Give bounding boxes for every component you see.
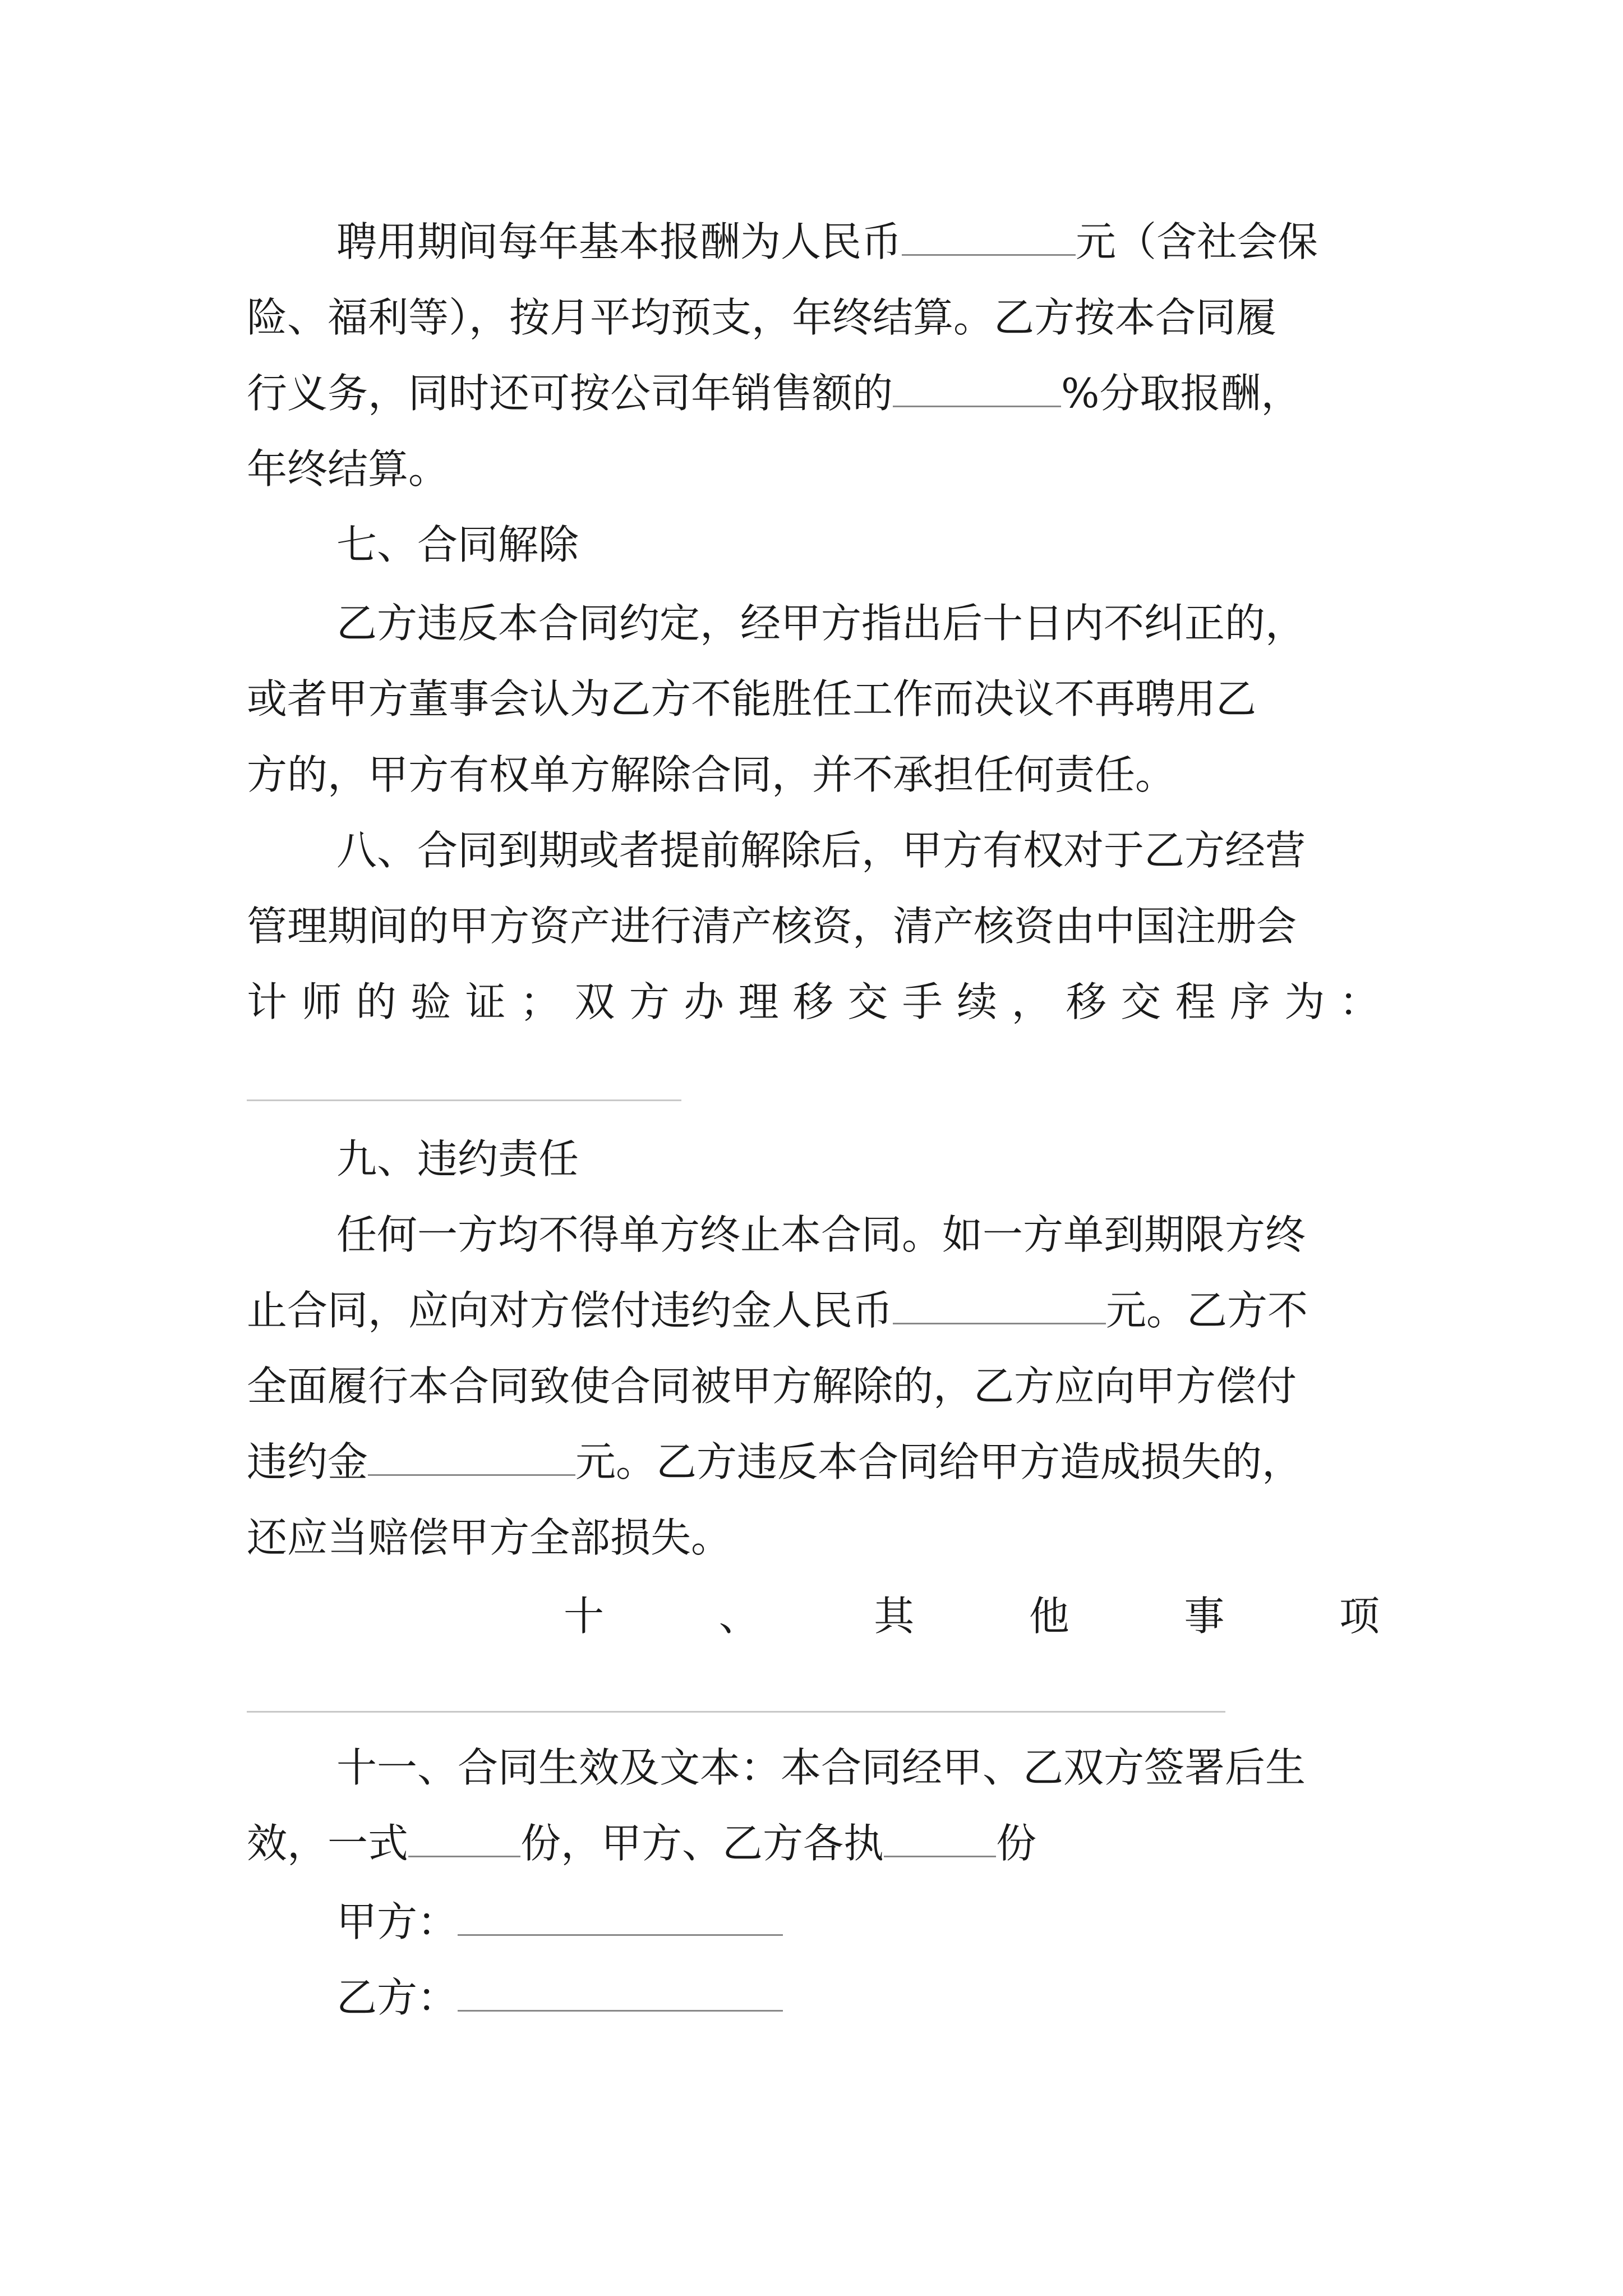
blank-field-copy-count[interactable] xyxy=(408,1823,520,1857)
char: 交 xyxy=(847,978,888,1025)
char: 移 xyxy=(1066,978,1106,1025)
char: ： xyxy=(1339,978,1380,1025)
blank-field-transfer-procedure[interactable] xyxy=(247,1099,681,1101)
party-b-label: 乙方： xyxy=(336,1974,458,2021)
char: 交 xyxy=(1121,978,1161,1025)
paragraph-line xyxy=(336,218,1318,265)
char: 程 xyxy=(1175,978,1216,1025)
char: 方 xyxy=(629,978,670,1025)
paragraph-line: 年终结算。 xyxy=(247,445,449,493)
text: 元。乙方违反本合同给甲方造成损失的， xyxy=(575,1438,1303,1485)
party-a-signature-field[interactable] xyxy=(458,1902,783,1936)
char: 他 xyxy=(1029,1593,1069,1640)
char: 计 xyxy=(247,978,288,1025)
paragraph-line: 险、福利等），按月平均预支，年终结算。乙方按本合同履 xyxy=(247,294,1277,341)
char: ， xyxy=(1011,978,1052,1025)
section-heading: 九、违约责任 xyxy=(336,1135,579,1182)
paragraph-line xyxy=(247,1287,1308,1334)
section-heading: 七、合同解除 xyxy=(336,521,579,568)
char: 移 xyxy=(792,978,833,1025)
text: 份，甲方、乙方各执 xyxy=(520,1820,884,1867)
text: %分取报酬， xyxy=(1061,370,1302,417)
text: 止合同，应向对方偿付违约金人民币 xyxy=(247,1287,893,1334)
blank-field-copies-each[interactable] xyxy=(884,1823,996,1857)
char: 师 xyxy=(301,978,342,1025)
char: ； xyxy=(519,978,560,1025)
blank-field-other-matters[interactable] xyxy=(247,1711,1225,1713)
blank-field-sales-percent[interactable] xyxy=(893,373,1061,407)
signature-line-party-a xyxy=(336,1898,783,1945)
text: 行义务，同时还可按公司年销售额的 xyxy=(247,370,893,417)
blank-field-penalty-amount[interactable] xyxy=(893,1290,1106,1324)
text: 份 xyxy=(996,1820,1037,1867)
paragraph-line: 或者甲方董事会认为乙方不能胜任工作而决议不再聘用乙 xyxy=(247,675,1257,723)
section-heading-justified xyxy=(564,1593,1380,1640)
char: 事 xyxy=(1184,1593,1225,1640)
text: 元（含社会保 xyxy=(1076,218,1318,265)
char: 序 xyxy=(1230,978,1271,1025)
text: 元。乙方不 xyxy=(1106,1287,1308,1334)
paragraph-line: 管理期间的甲方资产进行清产核资，清产核资由中国注册会 xyxy=(247,903,1297,950)
char: 理 xyxy=(738,978,779,1025)
paragraph-line: 乙方违反本合同约定，经甲方指出后十日内不纠正的， xyxy=(336,600,1306,647)
char: 其 xyxy=(874,1593,915,1640)
blank-field-annual-pay[interactable] xyxy=(902,222,1076,256)
char: 为 xyxy=(1284,978,1325,1025)
text: 违约金 xyxy=(247,1438,368,1485)
blank-field-penalty-amount-2[interactable] xyxy=(368,1442,575,1476)
char: 证 xyxy=(465,978,506,1025)
text: 效，一式 xyxy=(247,1820,409,1867)
paragraph-line-justified xyxy=(247,978,1380,1025)
paragraph-line: 八、合同到期或者提前解除后，甲方有权对于乙方经营 xyxy=(336,827,1306,874)
char: 验 xyxy=(411,978,451,1025)
char: 项 xyxy=(1339,1593,1380,1640)
char: 的 xyxy=(356,978,396,1025)
char: 手 xyxy=(902,978,943,1025)
char: 十 xyxy=(564,1593,605,1640)
char: 、 xyxy=(718,1593,759,1640)
party-b-signature-field[interactable] xyxy=(458,1977,783,2012)
char: 续 xyxy=(957,978,998,1025)
char: 办 xyxy=(684,978,725,1025)
char: 双 xyxy=(574,978,615,1025)
paragraph-line: 还应当赔偿甲方全部损失。 xyxy=(247,1514,732,1561)
paragraph-line xyxy=(247,370,1302,417)
party-a-label: 甲方： xyxy=(336,1898,458,1945)
text: 聘用期间每年基本报酬为人民币 xyxy=(336,218,902,265)
paragraph-line: 十一、合同生效及文本：本合同经甲、乙双方签署后生 xyxy=(336,1744,1306,1791)
signature-line-party-b xyxy=(336,1974,783,2021)
paragraph-line: 方的，甲方有权单方解除合同，并不承担任何责任。 xyxy=(247,751,1176,798)
paragraph-line xyxy=(247,1438,1303,1485)
paragraph-line: 任何一方均不得单方终止本合同。如一方单到期限方终 xyxy=(336,1211,1306,1258)
paragraph-line: 全面履行本合同致使合同被甲方解除的，乙方应向甲方偿付 xyxy=(247,1363,1297,1410)
paragraph-line xyxy=(247,1820,1037,1867)
